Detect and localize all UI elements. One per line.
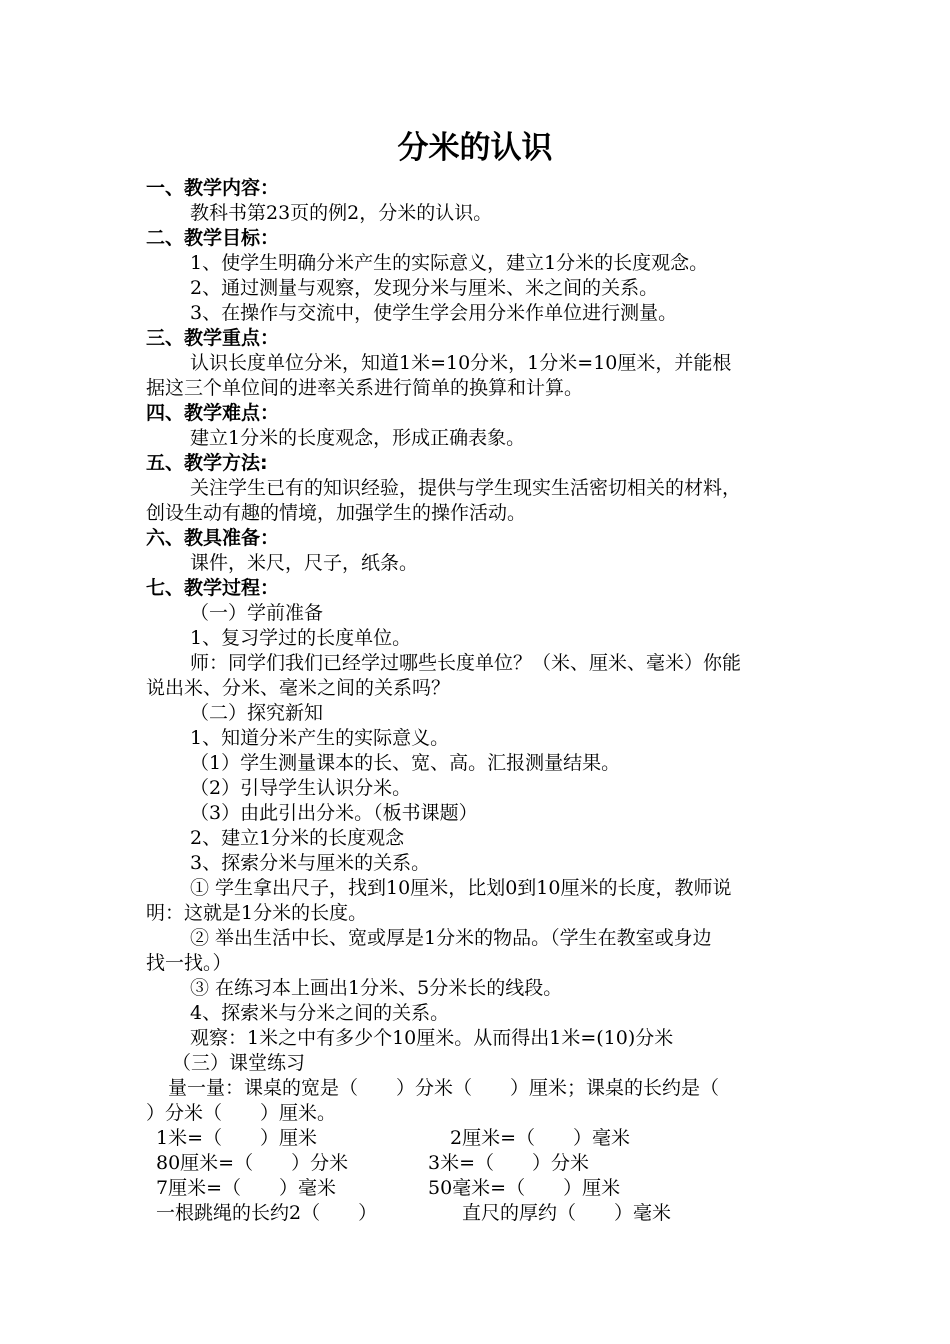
process-line: （三）课堂练习 <box>172 1052 306 1074</box>
key-point-line: 认识长度单位分米，知道1米=10分米，1分米=10厘米，并能根 <box>190 352 732 374</box>
process-line: ② 举出生活中长、宽或厚是1分米的物品。（学生在教室或身边 <box>190 927 712 949</box>
process-line: 师：同学们我们已经学过哪些长度单位？（米、厘米、毫米）你能 <box>190 652 742 674</box>
process-line: （二）探究新知 <box>190 702 324 724</box>
exercise-item: 3米=（ ）分米 <box>428 1152 590 1174</box>
exercise-item: 80厘米=（ ）分米 <box>156 1152 349 1174</box>
section-heading-process: 七、教学过程： <box>146 577 280 599</box>
exercise-item: 1米=（ ）厘米 <box>156 1127 318 1149</box>
process-line: 1、复习学过的长度单位。 <box>190 627 412 649</box>
process-line: 1、知道分米产生的实际意义。 <box>190 727 450 749</box>
process-line: （1）学生测量课本的长、宽、高。汇报测量结果。 <box>190 752 621 774</box>
method-line: 关注学生已有的知识经验，提供与学生现实生活密切相关的材料， <box>190 477 742 499</box>
exercise-item: 一根跳绳的长约2（ ） <box>156 1202 378 1224</box>
goal-line: 1、使学生明确分米产生的实际意义，建立1分米的长度观念。 <box>190 252 709 274</box>
exercise-item: 50毫米=（ ）厘米 <box>428 1177 621 1199</box>
section-heading-goals: 二、教学目标： <box>146 227 280 249</box>
section-heading-materials: 六、教具准备： <box>146 527 280 549</box>
process-line: 观察：1米之中有多少个10厘米。从而得出1米=(10)分米 <box>190 1027 674 1049</box>
exercise-item: 7厘米=（ ）毫米 <box>156 1177 337 1199</box>
materials-line: 课件，米尺，尺子，纸条。 <box>190 552 419 574</box>
exercise-line: ）分米（ ）厘米。 <box>146 1102 337 1124</box>
exercise-item: 2厘米=（ ）毫米 <box>450 1127 631 1149</box>
section-heading-method: 五、教学方法: <box>146 452 268 474</box>
goal-line: 3、在操作与交流中，使学生学会用分米作单位进行测量。 <box>190 302 678 324</box>
process-line: （2）引导学生认识分米。 <box>190 777 412 799</box>
section-heading-content: 一、教学内容： <box>146 177 280 199</box>
document-title: 分米的认识 <box>397 130 553 166</box>
process-line: 3、探索分米与厘米的关系。 <box>190 852 431 874</box>
process-line: ① 学生拿出尺子，找到10厘米，比划0到10厘米的长度，教师说 <box>190 877 732 899</box>
difficulty-line: 建立1分米的长度观念，形成正确表象。 <box>190 427 526 449</box>
process-line: 4、探索米与分米之间的关系。 <box>190 1002 450 1024</box>
process-line: 明：这就是1分米的长度。 <box>146 902 368 924</box>
method-line: 创设生动有趣的情境，加强学生的操作活动。 <box>146 502 527 524</box>
exercise-item: 直尺的厚约（ ）毫米 <box>462 1202 672 1224</box>
content-line: 教科书第23页的例2，分米的认识。 <box>190 202 493 224</box>
exercise-line: 量一量：课桌的宽是（ ）分米（ ）厘米；课桌的长约是（ <box>168 1077 720 1099</box>
process-line: 2、建立1分米的长度观念 <box>190 827 405 849</box>
process-line: ③ 在练习本上画出1分米、5分米长的线段。 <box>190 977 563 999</box>
process-line: （3）由此引出分米。（板书课题） <box>190 802 478 824</box>
process-line: （一）学前准备 <box>190 602 324 624</box>
goal-line: 2、通过测量与观察，发现分米与厘米、米之间的关系。 <box>190 277 659 299</box>
process-line: 说出米、分米、毫米之间的关系吗？ <box>146 677 451 699</box>
key-point-line: 据这三个单位间的进率关系进行简单的换算和计算。 <box>146 377 584 399</box>
process-line: 找一找。） <box>146 952 232 974</box>
section-heading-key-points: 三、教学重点： <box>146 327 280 349</box>
section-heading-difficulty: 四、教学难点： <box>146 402 280 424</box>
